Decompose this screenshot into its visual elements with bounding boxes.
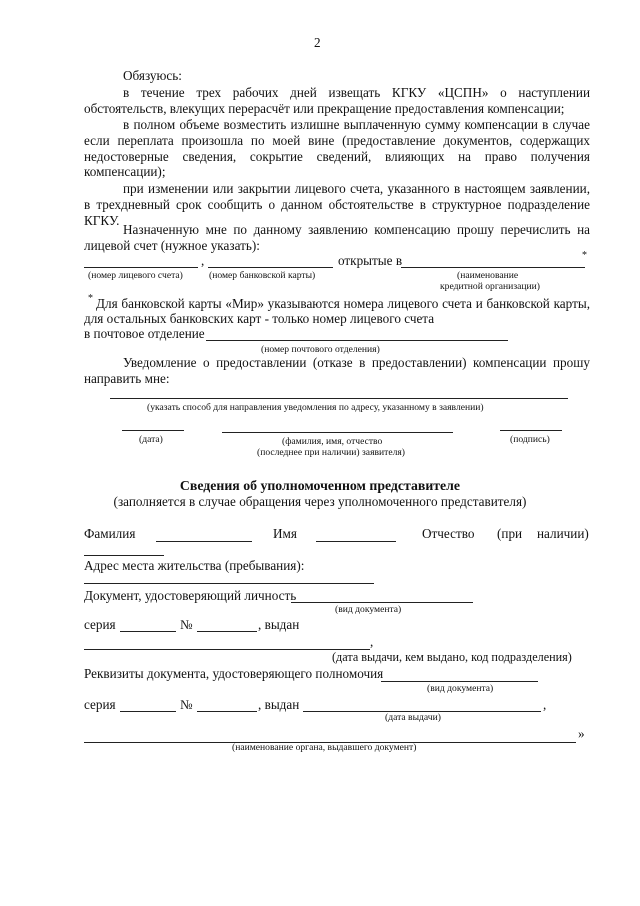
name-label: Имя	[273, 526, 297, 541]
caption-card-number: (номер банковской карты)	[209, 270, 316, 281]
surname-input[interactable]	[156, 529, 252, 542]
id-document-label: Документ, удостоверяющий личность	[84, 588, 297, 603]
obligation-1-line-2: обстоятельств, влекущих перерасчёт или прекращение предоставления компенсации;	[84, 101, 565, 116]
comma: ,	[370, 634, 374, 649]
account-number-input[interactable]	[84, 255, 198, 268]
series-label-2: серия	[84, 697, 116, 712]
page-number: 2	[314, 35, 321, 50]
transfer-line-2: лицевой счет (нужное указать):	[84, 238, 260, 253]
caption-issue-details: (дата выдачи, кем выдано, код подразделения)	[332, 650, 572, 664]
notification-method-input[interactable]	[110, 386, 568, 399]
comma: ,	[201, 253, 205, 268]
caption-document-type: (вид документа)	[335, 604, 402, 615]
caption-issuing-authority: (наименование органа, выдавшего документ)	[232, 742, 417, 753]
bank-name-input[interactable]	[401, 255, 585, 268]
obligation-3-line-1: при изменении или закрытии лицевого счета, указанного в настоящем заявлении,	[123, 181, 590, 196]
caption-issue-date: (дата выдачи)	[385, 712, 441, 723]
applicant-name-input[interactable]	[222, 420, 453, 433]
obligation-2-line-4: компенсации);	[84, 164, 166, 179]
obligation-2-line-3: недостоверные сведения, сокрытие сведений, влияющих на право получения	[84, 149, 590, 164]
id-document-type-input[interactable]	[291, 590, 473, 603]
name-input[interactable]	[316, 529, 396, 542]
id-issue-details-input[interactable]	[84, 637, 370, 650]
id-series-input[interactable]	[120, 619, 176, 632]
address-label: Адрес места жительства (пребывания):	[84, 558, 305, 573]
id-number-input[interactable]	[197, 619, 257, 632]
representative-title: Сведения об уполномоченном представителе	[179, 478, 461, 493]
comma-2: ,	[543, 697, 547, 712]
caption-applicant-name-line-1: (фамилия, имя, отчество	[282, 436, 383, 447]
if-any-label-2: наличии)	[537, 526, 589, 541]
power-series-input[interactable]	[120, 699, 176, 712]
obligation-2-line-2: если переплата произошла по моей вине (предоставление документов, содержащих	[84, 133, 590, 148]
signature-input[interactable]	[500, 418, 562, 431]
caption-notification-method: (указать способ для направления уведомления по адресу, указанному в заявлении)	[147, 402, 484, 413]
patronymic-input[interactable]	[84, 543, 164, 556]
power-document-type-input[interactable]	[381, 669, 538, 682]
caption-date: (дата)	[139, 434, 163, 445]
obligation-3-line-3: КГКУ.	[84, 213, 120, 228]
date-input[interactable]	[122, 418, 184, 431]
power-issue-date-input[interactable]	[303, 699, 541, 712]
power-document-label: Реквизиты документа, удостоверяющего полномочия	[84, 666, 384, 681]
notification-line-2: направить мне:	[84, 371, 170, 386]
caption-bank-name-line-2: кредитной организации)	[440, 281, 540, 292]
card-number-input[interactable]	[208, 255, 333, 268]
obligation-3-line-2: в трехдневный срок сообщить о данном обстоятельстве в структурное подразделение	[84, 197, 590, 212]
series-label: серия	[84, 617, 116, 632]
opened-in-label: открытые в	[338, 253, 403, 268]
representative-subtitle: (заполняется в случае обращения через уполномоченного представителя)	[113, 494, 527, 509]
number-label-2: №	[180, 697, 193, 712]
surname-label: Фамилия	[84, 526, 136, 541]
closing-quote: »	[578, 726, 585, 741]
caption-applicant-name-line-2: (последнее при наличии) заявителя)	[257, 447, 405, 458]
caption-account-number: (номер лицевого счета)	[88, 270, 183, 281]
transfer-line-1: Назначенную мне по данному заявлению компенсацию прошу перечислить на	[123, 222, 590, 237]
number-label: №	[180, 617, 193, 632]
card-note-line-1: Для банковской карты «Мир» указываются номера лицевого счета и банковской карты,	[96, 296, 590, 311]
card-note-line-2: для остальных банковских карт - только номер лицевого счета	[84, 311, 435, 326]
caption-post-office: (номер почтового отделения)	[261, 344, 380, 355]
obligation-2-line-1: в полном объеме возместить излишне выплаченную сумму компенсации в случае	[123, 117, 590, 132]
address-input[interactable]	[84, 571, 374, 584]
patronymic-label: Отчество	[422, 526, 475, 541]
if-any-label-1: (при	[497, 526, 523, 541]
note-asterisk: *	[88, 293, 93, 304]
power-number-input[interactable]	[197, 699, 257, 712]
issued-label-2: , выдан	[258, 697, 300, 712]
obligation-1-line-1: в течение трех рабочих дней извещать КГКУ «ЦСПН» о наступлении	[123, 85, 590, 100]
obligations-heading: Обязуюсь:	[123, 68, 182, 83]
caption-signature: (подпись)	[510, 434, 550, 445]
asterisk: *	[582, 250, 587, 261]
issued-label: , выдан	[258, 617, 300, 632]
caption-power-document-type: (вид документа)	[427, 683, 494, 694]
post-office-input[interactable]	[206, 328, 508, 341]
post-office-label: в почтовое отделение	[84, 326, 205, 341]
notification-line-1: Уведомление о предоставлении (отказе в предоставлении) компенсации прошу	[123, 355, 590, 370]
caption-bank-name-line-1: (наименование	[457, 270, 519, 281]
